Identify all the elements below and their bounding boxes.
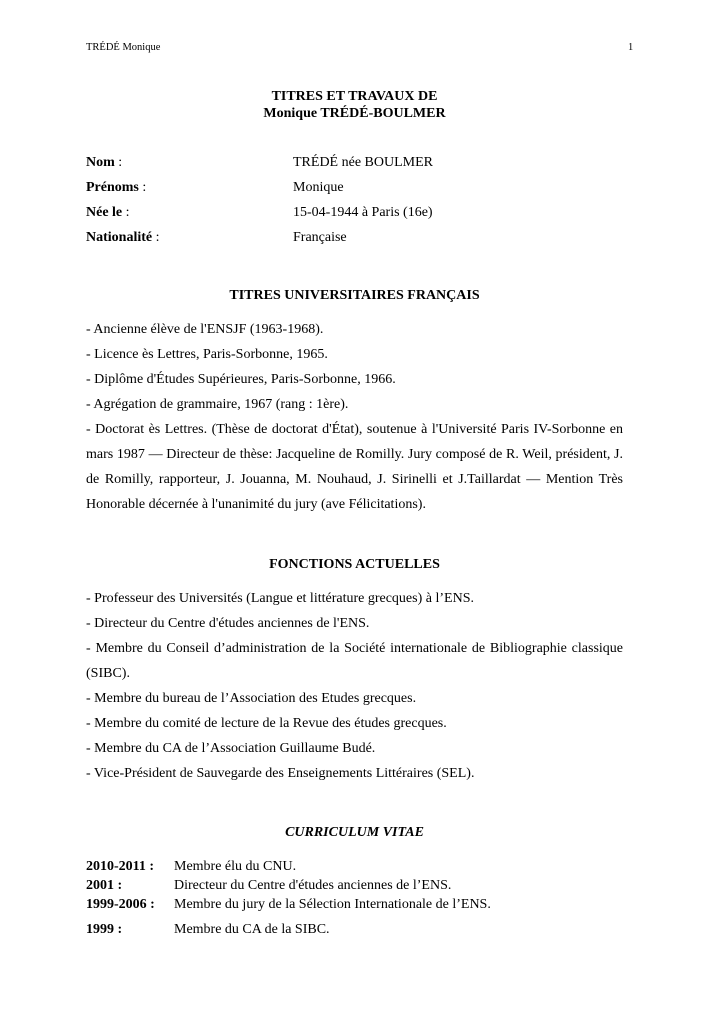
page-number: 1 <box>628 42 634 53</box>
list-item: - Membre du comité de lecture de la Revue des études grecques. <box>86 716 447 731</box>
list-item: - Directeur du Centre d'études anciennes de l'ENS. <box>86 616 370 631</box>
identity-row-nee-le: Née le : 15-04-1944 à Paris (16e) <box>86 205 433 220</box>
identity-label: Nationalité <box>86 230 153 245</box>
fonctions-list <box>86 586 623 786</box>
cv-row <box>86 895 623 914</box>
identity-row-prenoms: Prénoms : Monique <box>86 180 344 195</box>
list-item: - Ancienne élève de l'ENSJF (1963-1968). <box>86 322 324 337</box>
identity-row-nationalite: Nationalité : Française <box>86 230 347 245</box>
cv-row <box>86 876 623 895</box>
list-item: - Membre du Conseil d’administration de la Société internationale de Bibliographie classique (SIBC). <box>86 641 623 681</box>
list-item: - Membre du CA de l’Association Guillaume Budé. <box>86 741 376 756</box>
cv-year: 2001 : <box>86 878 123 893</box>
cv-row <box>86 857 623 876</box>
cv-row <box>86 920 623 939</box>
running-header: TRÉDÉ Monique <box>86 42 161 53</box>
list-item: - Agrégation de grammaire, 1967 (rang : 1ère). <box>86 397 349 412</box>
titres-list <box>86 317 623 517</box>
document-title-line2: Monique TRÉDÉ-BOULMER <box>263 106 446 121</box>
identity-row-nom: Nom : TRÉDÉ née BOULMER <box>86 155 433 170</box>
list-item: - Vice-Président de Sauvegarde des Enseignements Littéraires (SEL). <box>86 766 475 781</box>
section-heading-titres: TITRES UNIVERSITAIRES FRANÇAIS <box>229 288 480 303</box>
cv-desc: Membre élu du CNU. <box>174 859 297 874</box>
list-item: - Professeur des Universités (Langue et littérature grecques) à l’ENS. <box>86 591 474 606</box>
cv-year: 1999 : <box>86 922 123 937</box>
identity-label: Née le <box>86 205 123 220</box>
identity-value: Monique <box>293 180 344 195</box>
identity-label: Prénoms <box>86 180 139 195</box>
identity-label: Nom <box>86 155 115 170</box>
section-heading-fonctions: FONCTIONS ACTUELLES <box>269 557 440 572</box>
identity-value: TRÉDÉ née BOULMER <box>293 155 433 170</box>
cv-year: 2010-2011 : <box>86 859 155 874</box>
list-item: - Membre du bureau de l’Association des Etudes grecques. <box>86 691 417 706</box>
list-item: - Licence ès Lettres, Paris-Sorbonne, 1965. <box>86 347 328 362</box>
identity-value: 15-04-1944 à Paris (16e) <box>293 205 433 220</box>
cv-list <box>86 857 623 939</box>
identity-value: Française <box>293 230 347 245</box>
list-item: - Doctorat ès Lettres. (Thèse de doctorat d'État), soutenue à l'Université Paris IV-Sorbonne en mars 1987 — Directeur de thèse: Jacqueline de Romilly. Jury composé de R. Weil, président, J. de Romilly, rapporteur, J. Jouanna, M. Nouhaud, J. Sirinelli et J.Taillardat — Mention Très Honorable décernée à l'unanimité du jury (ave Félicitations). <box>86 422 623 512</box>
cv-desc: Directeur du Centre d'études anciennes de l’ENS. <box>174 878 452 893</box>
cv-desc: Membre du CA de la SIBC. <box>174 922 330 937</box>
cv-year: 1999-2006 : <box>86 897 155 912</box>
section-heading-cv: CURRICULUM VITAE <box>285 825 424 840</box>
list-item: - Diplôme d'Études Supérieures, Paris-Sorbonne, 1966. <box>86 372 396 387</box>
document-title-line1: TITRES ET TRAVAUX DE <box>271 89 438 104</box>
cv-desc: Membre du jury de la Sélection Internationale de l’ENS. <box>174 897 491 912</box>
